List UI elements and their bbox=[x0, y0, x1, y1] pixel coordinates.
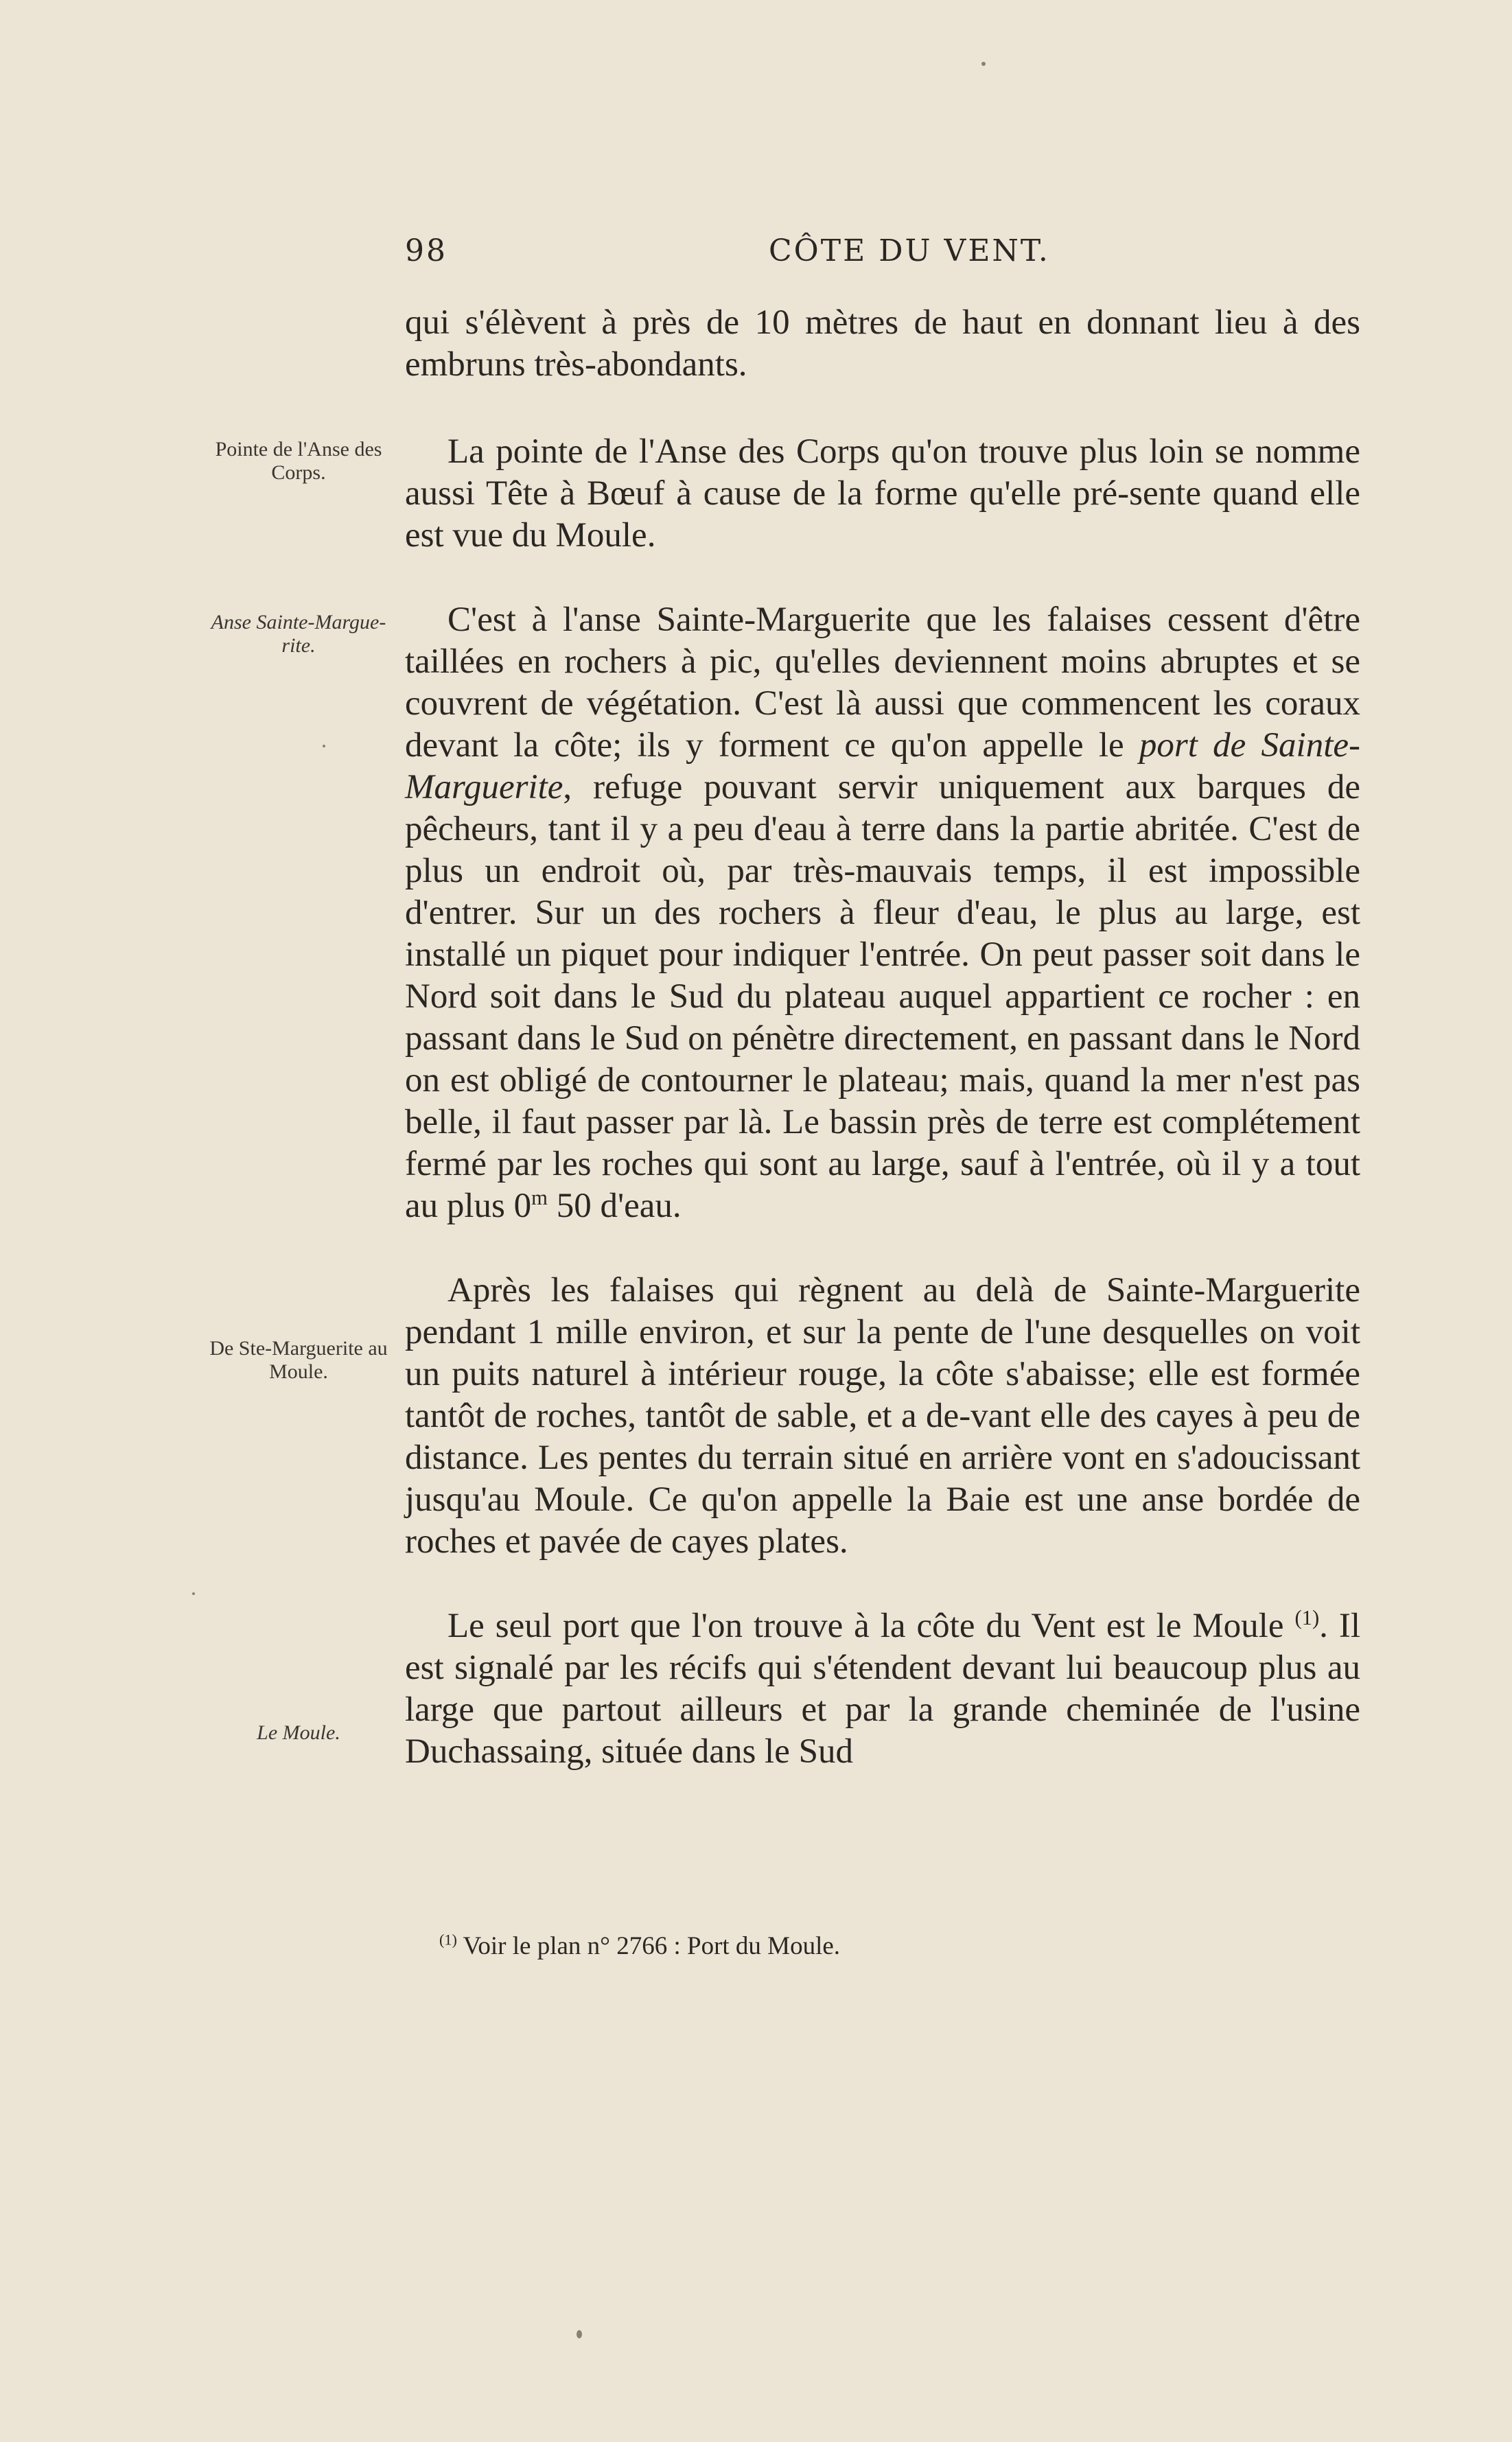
paragraph-sainte-marguerite bbox=[405, 599, 1360, 1227]
paper-speck bbox=[577, 2330, 582, 2338]
paper-speck bbox=[192, 1592, 195, 1595]
footnote-reference: (1) bbox=[1294, 1606, 1320, 1629]
footnote bbox=[439, 1931, 1331, 1962]
margin-note-le-moule: Le Moule. bbox=[257, 1721, 340, 1744]
paragraph-continuation: qui s'élèvent à près de 10 mètres de haut en donnant lieu à des embruns très-abondants. bbox=[405, 303, 1360, 384]
paragraph-anse-des-corps: La pointe de l'Anse des Corps qu'on trouve plus loin se nomme aussi Tête à Bœuf à cause de la forme qu'elle pré-sente quand elle est vue du Moule. bbox=[405, 432, 1360, 555]
paragraph-cote-to-moule: Après les falaises qui règnent au delà de Sainte-Marguerite pendant 1 mille environ, et sur la pente de l'une desquelles on voit un puits naturel à intérieur rouge, la côte s'abaisse; elle est formée tantôt de roches, tantôt de sable, et a de-vant elle des cayes à peu de distance. Les pentes du terrain situé en arrière vont en s'adoucissant jusqu'au Moule. Ce qu'on appelle la Baie est une anse bordée de roches et pavée de cayes plates. bbox=[405, 1271, 1360, 1561]
running-header bbox=[405, 233, 1359, 275]
paragraph-text: . Il est signalé par les récifs qui s'étendent devant lui beaucoup plus au large que partout ailleurs et par la grande cheminée de l'usine Duchassaing, située dans le Sud bbox=[405, 1607, 1361, 1771]
paper-speck bbox=[323, 745, 325, 747]
paragraph-text: Le seul port que l'on trouve à la côte du Vent est le Moule bbox=[447, 1607, 1295, 1645]
paper-speck bbox=[981, 62, 986, 66]
italic-place-name: port de Sainte-Marguerite bbox=[405, 726, 1360, 806]
body-text bbox=[405, 302, 1360, 1773]
footnote-marker: (1) bbox=[439, 1931, 457, 1949]
running-title: CÔTE DU VENT. bbox=[769, 233, 1050, 268]
paragraph-text: , refuge pouvant servir uniquement aux barques de pêcheurs, tant il y a peu d'eau à terre dans la partie abritée. C'est de plus un endroit où, par très-mauvais temps, il est impossible d'entrer. Sur un des rochers à fleur d'eau, le plus au large, est installé un piquet pour indiquer l'entrée. On peut passer soit dans le Nord soit dans le Sud du plateau auquel appartient ce rocher : en passant dans le Sud on pénètre directement, en passant dans le Nord on est obligé de contourner le plateau; mais, quand la mer n'est pas belle, il faut passer par là. Le bassin près de terre est complétement fermé par les roches qui sont au large, sauf à l'entrée, où il y a tout au plus 0 bbox=[405, 768, 1360, 1225]
superscript-unit: m bbox=[531, 1186, 548, 1209]
page-number: 98 bbox=[405, 233, 447, 268]
margin-note-ste-marguerite-au-moule: De Ste-Marguerite au Moule. bbox=[209, 1337, 388, 1383]
paragraph-text: C'est à l'anse Sainte-Marguerite que les falaises cessent d'être taillées en rochers à pic, qu'elles deviennent moins abruptes et se couvrent de végétation. C'est là aussi que commencent les coraux devant la côte; ils y forment ce qu'on appelle le bbox=[405, 601, 1360, 765]
paragraph-text: 50 d'eau. bbox=[547, 1187, 682, 1225]
margin-note-anse-des-corps: Pointe de l'Anse des Corps. bbox=[215, 438, 382, 484]
paragraph-le-moule bbox=[405, 1605, 1360, 1773]
footnote-text: Voir le plan n° 2766 : Port du Moule. bbox=[456, 1932, 841, 1960]
margin-note-anse-sainte-marguerite: Anse Sainte-Margue-rite. bbox=[211, 611, 386, 657]
